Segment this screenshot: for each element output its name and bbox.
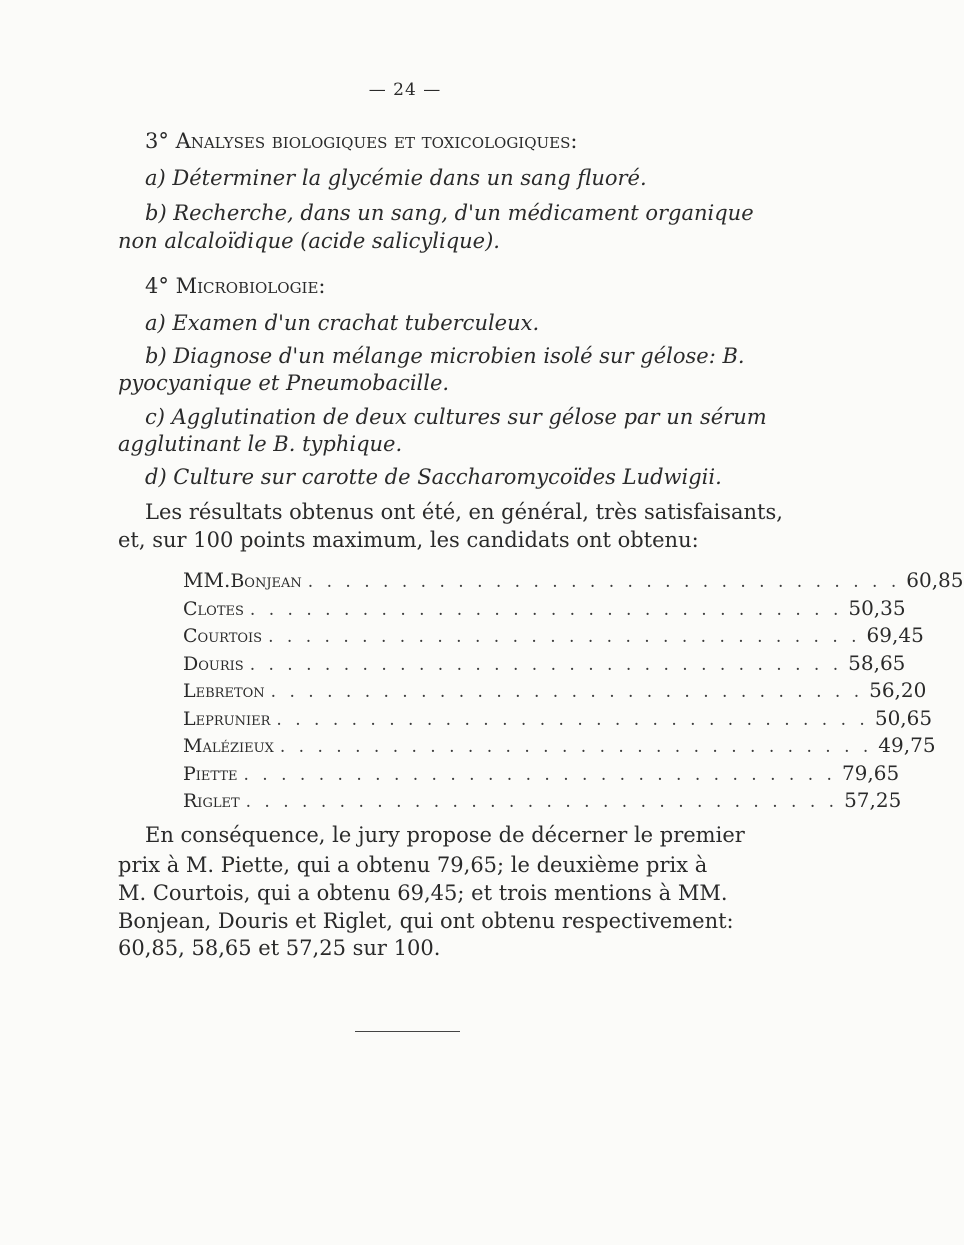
conclusion-line-4: Bonjean, Douris et Riglet, qui ont obtenu respectivement: [118, 909, 734, 933]
candidate-name: Piette [183, 762, 238, 785]
conclusion-line-2: prix à M. Piette, qui a obtenu 79,65; le deuxième prix à [118, 853, 708, 877]
leader-dots: . . . . . . . . . . . . . . . . . . . . . . . . . . . . . . . . [268, 627, 861, 647]
candidate-score: 49,75 [878, 733, 936, 757]
result-row [183, 733, 936, 761]
section-4-item-a: a) Examen d'un crachat tuberculeux. [145, 311, 540, 335]
section-3-title: Analyses biologiques et toxicologiques: [175, 129, 578, 153]
section-4-item-c-line2: agglutinant le B. typhique. [118, 432, 403, 456]
result-row [183, 788, 902, 816]
leader-dots: . . . . . . . . . . . . . . . . . . . . . . . . . . . . . . . . [249, 599, 843, 620]
candidate-score: 69,45 [866, 623, 924, 647]
section-4-item-b-line1: b) Diagnose d'un mélange microbien isolé sur gélose: B. [145, 344, 745, 368]
intro-line-1: Les résultats obtenus ont été, en général, très satisfaisants, [145, 500, 783, 524]
candidate-score: 79,65 [841, 760, 900, 785]
result-row [183, 595, 906, 624]
candidate-score: 50,35 [848, 595, 906, 620]
leader-dots: . . . . . . . . . . . . . . . . . . . . . . . . . . . . . . . . [245, 792, 839, 812]
result-row [183, 705, 933, 734]
results-prefix: MM. [183, 568, 231, 592]
page-number: — 24 — [368, 80, 442, 100]
candidate-name: Courtois [183, 625, 263, 647]
section-4-item-b-line2: pyocyanique et Pneumobacille. [118, 371, 450, 395]
candidate-name: Malézieux [183, 735, 274, 757]
intro-line-2: et, sur 100 points maximum, les candidats ont obtenu: [118, 528, 699, 552]
section-3-item-b-line1: b) Recherche, dans un sang, d'un médicament organique [145, 201, 754, 225]
section-3-item-a: a) Déterminer la glycémie dans un sang fluoré. [145, 166, 647, 190]
section-4-item-c-line1: c) Agglutination de deux cultures sur gélose par un sérum [145, 405, 767, 429]
leader-dots: . . . . . . . . . . . . . . . . . . . . . . . . . . . . . . . . [243, 764, 836, 785]
section-4-title: Microbiologie: [175, 274, 326, 298]
section-4-item-d: d) Culture sur carotte de Saccharomycoïdes Ludwigii. [145, 465, 722, 489]
candidate-name: Douris [183, 652, 244, 675]
result-row [183, 623, 924, 651]
candidate-name: Clotes [183, 597, 244, 620]
result-row [183, 568, 964, 596]
section-4-number: 4° [145, 274, 169, 298]
section-3-heading [145, 131, 577, 152]
results-list [183, 568, 964, 816]
conclusion-line-1: En conséquence, le jury propose de décerner le premier [145, 823, 745, 847]
candidate-score: 56,20 [869, 678, 927, 702]
candidate-score: 58,65 [848, 650, 906, 675]
result-row [183, 760, 900, 789]
candidate-score: 50,65 [874, 705, 933, 730]
candidate-name: Riglet [183, 790, 240, 812]
section-4-heading [145, 276, 326, 297]
conclusion-line-5: 60,85, 58,65 et 57,25 sur 100. [118, 936, 441, 960]
candidate-score: 60,85 [906, 568, 964, 592]
leader-dots: . . . . . . . . . . . . . . . . . . . . . . . . . . . . . . . . [249, 654, 843, 675]
conclusion-line-3: M. Courtois, qui a obtenu 69,45; et trois mentions à MM. [118, 881, 728, 905]
candidate-name: Bonjean [230, 570, 302, 592]
section-3-item-b-line2: non alcaloïdique (acide salicylique). [118, 229, 500, 253]
leader-dots: . . . . . . . . . . . . . . . . . . . . . . . . . . . . . . . . [279, 737, 873, 757]
leader-dots: . . . . . . . . . . . . . . . . . . . . . . . . . . . . . . . . [307, 572, 901, 592]
candidate-name: Lebreton [183, 680, 265, 702]
leader-dots: . . . . . . . . . . . . . . . . . . . . . . . . . . . . . . . . [270, 682, 864, 702]
leader-dots: . . . . . . . . . . . . . . . . . . . . . . . . . . . . . . . . [276, 709, 869, 730]
candidate-name: Leprunier [183, 707, 271, 730]
section-3-number: 3° [145, 129, 169, 153]
result-row [183, 650, 906, 679]
closing-rule [355, 1031, 460, 1032]
candidate-score: 57,25 [844, 788, 902, 812]
result-row [183, 678, 927, 706]
